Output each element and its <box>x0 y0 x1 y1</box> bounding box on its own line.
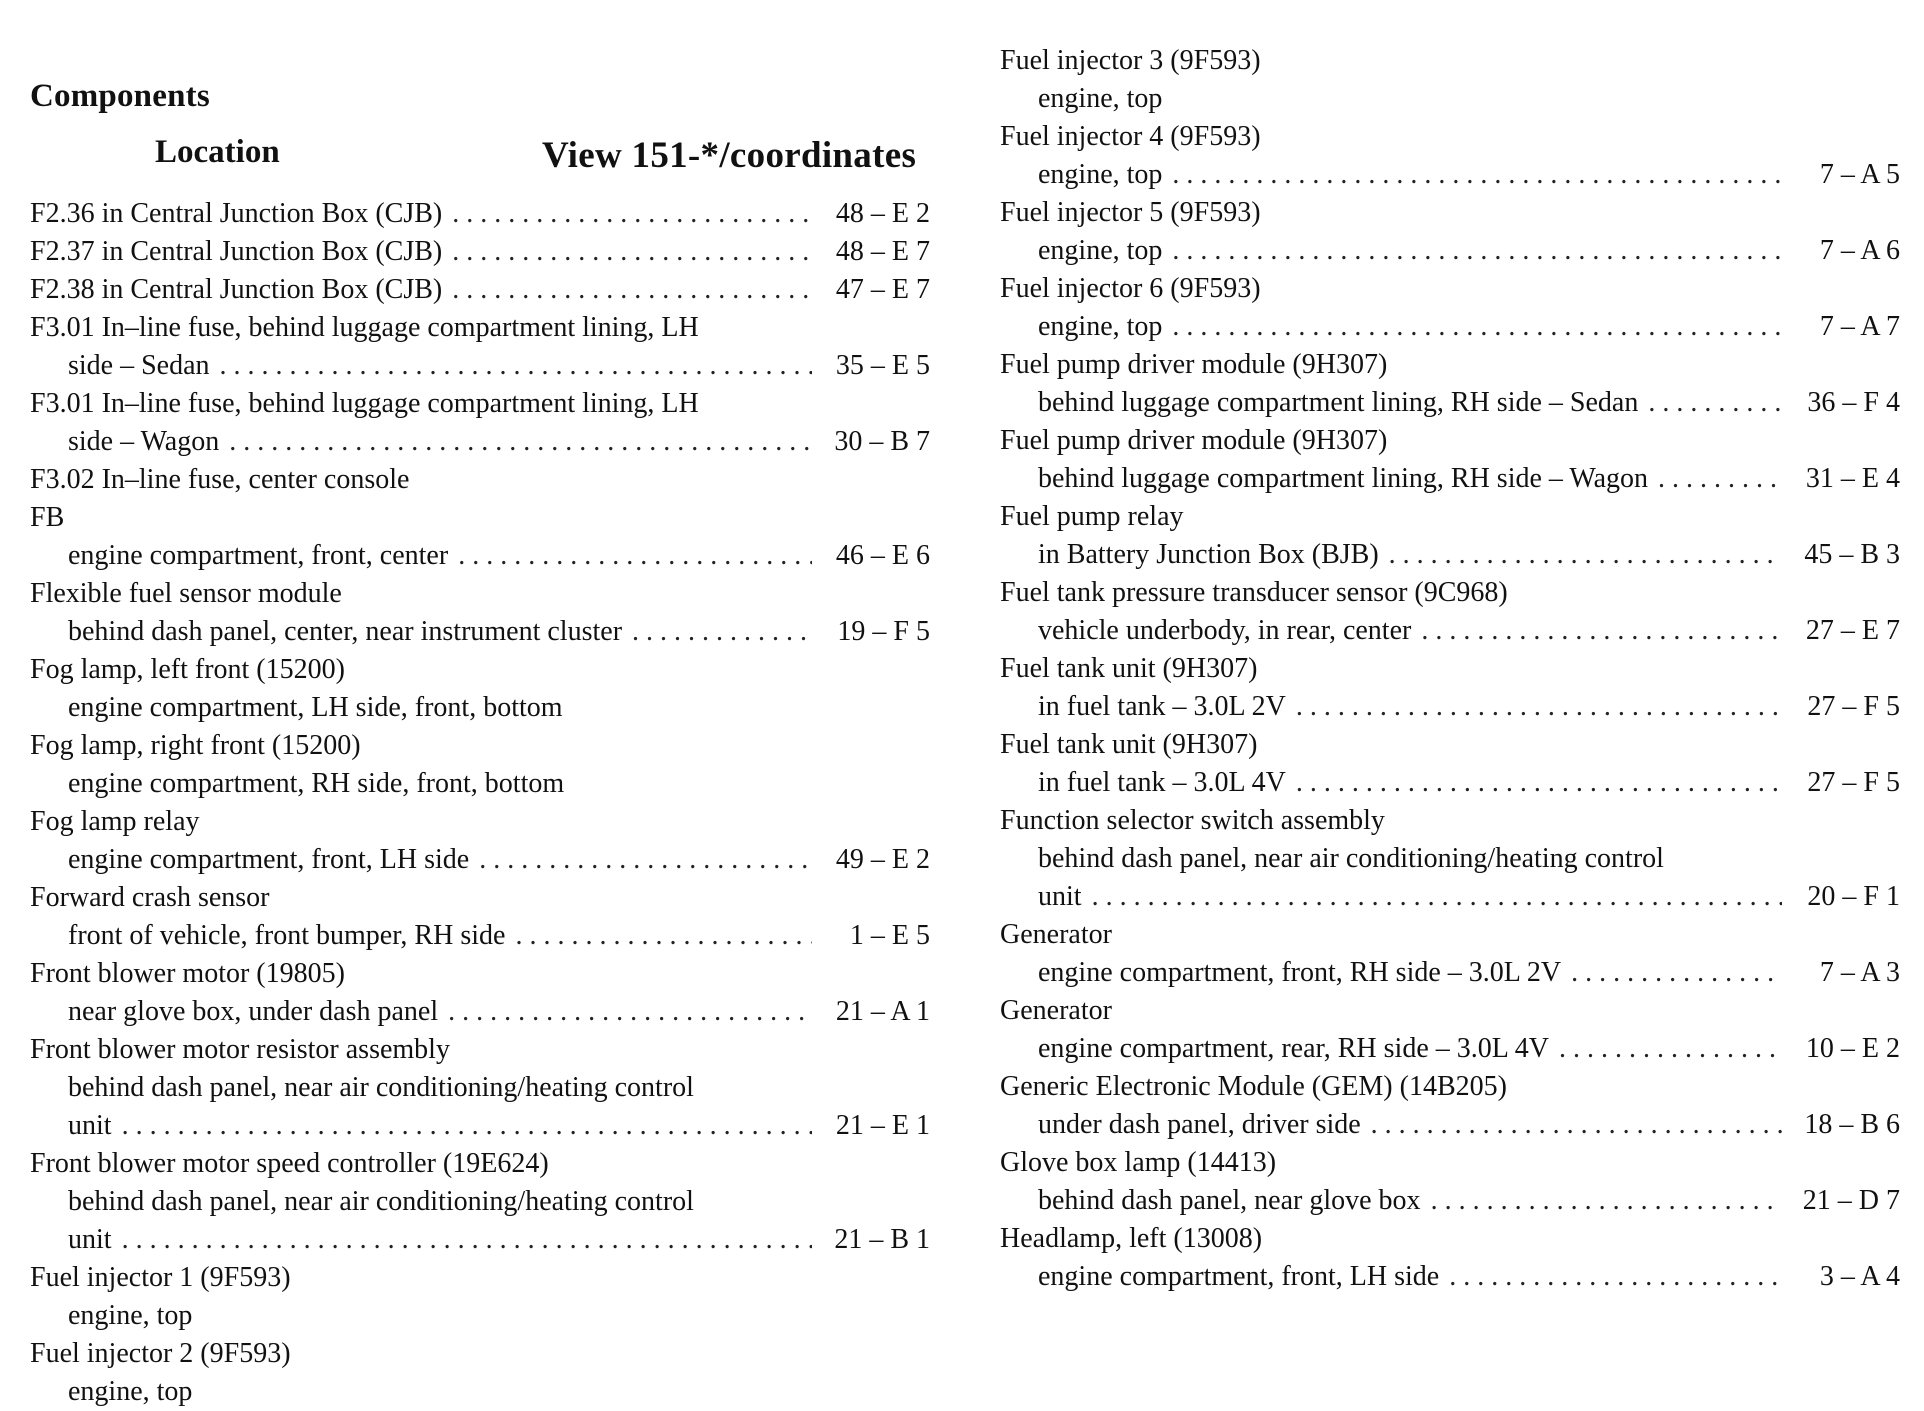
entry-location-line <box>1000 232 1902 270</box>
component-name: Fuel injector 1 (9F593) <box>30 1262 291 1293</box>
view-coordinate: 20 – F 1 <box>1807 881 1900 912</box>
entry-component-line <box>30 271 932 309</box>
location-text: in Battery Junction Box (BJB) <box>1038 539 1379 570</box>
dot-leader <box>1172 308 1782 346</box>
entry-location-line <box>1000 460 1902 498</box>
component-name: Generic Electronic Module (GEM) (14B205) <box>1000 1071 1507 1102</box>
component-name: Headlamp, left (13008) <box>1000 1223 1263 1254</box>
entry-location-line <box>1000 536 1902 574</box>
location-text: in fuel tank – 3.0L 2V <box>1038 691 1286 722</box>
location-text: in fuel tank – 3.0L 4V <box>1038 767 1286 798</box>
entry-location-line <box>30 917 932 955</box>
location-text: behind dash panel, near glove box <box>1038 1185 1421 1216</box>
entry-component-line <box>1000 118 1902 156</box>
location-text: engine compartment, LH side, front, bottom <box>68 692 563 723</box>
component-name: Front blower motor resistor assembly <box>30 1034 450 1065</box>
entry-location-line <box>30 1297 932 1335</box>
entry-component-line <box>30 803 932 841</box>
entry-location-line <box>30 841 932 879</box>
view-coordinate: 21 – E 1 <box>835 1110 930 1141</box>
component-name: F3.01 In–line fuse, behind luggage compartment lining, LH <box>30 388 699 419</box>
location-text: unit <box>68 1110 112 1141</box>
view-coordinate: 7 – A 3 <box>1819 957 1900 988</box>
component-name: Fuel injector 5 (9F593) <box>1000 197 1261 228</box>
entry-component-line <box>1000 574 1902 612</box>
entry-component-line <box>1000 1220 1902 1258</box>
view-coordinate: 7 – A 7 <box>1819 311 1900 342</box>
entry-location-line <box>1000 954 1902 992</box>
entry-component-line <box>1000 802 1902 840</box>
entry-component-line <box>30 651 932 689</box>
entry-component-line <box>1000 650 1902 688</box>
entry-location-line <box>1000 612 1902 650</box>
entry-location-line <box>30 689 932 727</box>
location-text: engine, top <box>1038 235 1163 266</box>
component-name: Fuel tank pressure transducer sensor (9C968) <box>1000 577 1508 608</box>
view-coordinate: 7 – A 6 <box>1819 235 1900 266</box>
dot-leader <box>448 993 812 1031</box>
view-coordinate: 48 – E 2 <box>835 198 930 229</box>
view-coordinate: 21 – A 1 <box>835 996 930 1027</box>
entry-component-line <box>1000 42 1902 80</box>
component-name: Generator <box>1000 919 1112 950</box>
component-name: Fuel tank unit (9H307) <box>1000 653 1258 684</box>
component-name: Flexible fuel sensor module <box>30 578 342 609</box>
entry-component-line <box>30 1145 932 1183</box>
entry-component-line <box>30 727 932 765</box>
entry-location-line <box>30 613 932 651</box>
entry-component-line <box>30 461 932 499</box>
dot-leader <box>1431 1182 1782 1220</box>
dot-leader <box>220 347 812 385</box>
entry-component-line <box>30 955 932 993</box>
component-name: Fog lamp, right front (15200) <box>30 730 361 761</box>
entry-location-line <box>1000 878 1902 916</box>
view-coordinate: 49 – E 2 <box>835 844 930 875</box>
entry-location-line <box>1000 308 1902 346</box>
entry-component-line <box>1000 726 1902 764</box>
dot-leader <box>479 841 812 879</box>
dot-leader <box>452 271 812 309</box>
dot-leader <box>1092 878 1782 916</box>
dot-leader <box>1648 384 1782 422</box>
entry-location-line <box>30 1221 932 1259</box>
component-name: F3.02 In–line fuse, center console <box>30 464 410 495</box>
view-coordinate: 7 – A 5 <box>1819 159 1900 190</box>
dot-leader <box>515 917 812 955</box>
entry-location-line <box>1000 156 1902 194</box>
entry-location-line <box>1000 1182 1902 1220</box>
dot-leader <box>1389 536 1782 574</box>
entry-location-line <box>1000 80 1902 118</box>
entry-component-line <box>1000 194 1902 232</box>
location-text: under dash panel, driver side <box>1038 1109 1361 1140</box>
view-coordinate: 35 – E 5 <box>835 350 930 381</box>
view-coordinate: 21 – D 7 <box>1802 1185 1900 1216</box>
view-coordinate: 30 – B 7 <box>834 426 930 457</box>
location-text: engine compartment, front, LH side <box>68 844 470 875</box>
dot-leader <box>1371 1106 1782 1144</box>
location-text: side – Sedan <box>68 350 210 381</box>
component-name: Front blower motor (19805) <box>30 958 345 989</box>
location-text: front of vehicle, front bumper, RH side <box>68 920 506 951</box>
location-text: engine compartment, front, RH side – 3.0L 2V <box>1038 957 1562 988</box>
dot-leader <box>1172 156 1782 194</box>
dot-leader <box>632 613 812 651</box>
view-coordinate: 46 – E 6 <box>835 540 930 571</box>
dot-leader <box>1658 460 1782 498</box>
location-text: behind dash panel, center, near instrument cluster <box>68 616 623 647</box>
view-coordinate: 19 – F 5 <box>837 616 930 647</box>
component-name: F2.36 in Central Junction Box (CJB) <box>30 198 443 229</box>
component-name: Fuel injector 3 (9F593) <box>1000 45 1261 76</box>
location-text: engine compartment, RH side, front, bottom <box>68 768 565 799</box>
view-coordinate: 3 – A 4 <box>1819 1261 1900 1292</box>
location-text: near glove box, under dash panel <box>68 996 439 1027</box>
view-coordinate: 31 – E 4 <box>1805 463 1900 494</box>
entry-component-line <box>30 1259 932 1297</box>
entry-location-line <box>1000 1258 1902 1296</box>
entry-component-line <box>30 1031 932 1069</box>
entry-location-line <box>30 1069 932 1107</box>
entry-location-line <box>30 347 932 385</box>
entry-location-line <box>1000 384 1902 422</box>
entry-location-line <box>30 1183 932 1221</box>
dot-leader <box>1571 954 1782 992</box>
entry-component-line <box>1000 992 1902 1030</box>
location-text: engine compartment, front, LH side <box>1038 1261 1440 1292</box>
component-name: Front blower motor speed controller (19E624) <box>30 1148 549 1179</box>
view-coordinate: 10 – E 2 <box>1805 1033 1900 1064</box>
view-coordinate: 27 – F 5 <box>1807 691 1900 722</box>
dot-leader <box>1421 612 1782 650</box>
entry-location-line <box>1000 688 1902 726</box>
component-name: F2.37 in Central Junction Box (CJB) <box>30 236 443 267</box>
location-text: behind dash panel, near air conditioning/heating control <box>68 1186 694 1217</box>
dot-leader <box>1449 1258 1782 1296</box>
component-name: Fuel injector 4 (9F593) <box>1000 121 1261 152</box>
entry-component-line <box>30 385 932 423</box>
component-name: Fuel injector 2 (9F593) <box>30 1338 291 1369</box>
entry-component-line <box>30 575 932 613</box>
entry-location-line <box>30 765 932 803</box>
view-coordinate: 27 – F 5 <box>1807 767 1900 798</box>
entry-component-line <box>1000 916 1902 954</box>
entry-component-line <box>30 309 932 347</box>
entry-component-line <box>1000 1144 1902 1182</box>
entry-component-line <box>1000 498 1902 536</box>
location-text: behind luggage compartment lining, RH side – Sedan <box>1038 387 1639 418</box>
entry-component-line <box>1000 270 1902 308</box>
dot-leader <box>1172 232 1782 270</box>
location-text: engine, top <box>68 1300 193 1331</box>
view-coordinate: 21 – B 1 <box>834 1224 930 1255</box>
dot-leader <box>458 537 812 575</box>
entry-location-line <box>30 1107 932 1145</box>
location-text: engine, top <box>1038 159 1163 190</box>
view-coordinate: 48 – E 7 <box>835 236 930 267</box>
component-name: Fuel pump driver module (9H307) <box>1000 349 1388 380</box>
view-column-heading: View 151-*/coordinates <box>542 135 917 176</box>
component-name: F2.38 in Central Junction Box (CJB) <box>30 274 443 305</box>
entry-component-line <box>1000 346 1902 384</box>
entry-component-line <box>1000 422 1902 460</box>
entry-location-line <box>1000 1106 1902 1144</box>
location-text: vehicle underbody, in rear, center <box>1038 615 1412 646</box>
location-text: behind dash panel, near air conditioning/heating control <box>1038 843 1664 874</box>
dot-leader <box>1296 688 1782 726</box>
entry-location-line <box>30 537 932 575</box>
location-text: engine, top <box>1038 83 1163 114</box>
component-name: Fog lamp, left front (15200) <box>30 654 345 685</box>
entry-location-line <box>1000 840 1902 878</box>
right-entry-list <box>1000 42 1902 1296</box>
dot-leader <box>452 233 812 271</box>
component-name: Forward crash sensor <box>30 882 270 913</box>
dot-leader <box>1296 764 1782 802</box>
component-name: Generator <box>1000 995 1112 1026</box>
entry-component-line <box>30 195 932 233</box>
view-coordinate: 18 – B 6 <box>1804 1109 1900 1140</box>
view-coordinate: 47 – E 7 <box>835 274 930 305</box>
component-name: Function selector switch assembly <box>1000 805 1385 836</box>
location-text: engine, top <box>68 1376 193 1407</box>
dot-leader <box>1559 1030 1782 1068</box>
location-text: engine, top <box>1038 311 1163 342</box>
dot-leader <box>122 1107 812 1145</box>
location-text: unit <box>68 1224 112 1255</box>
component-name: Fuel tank unit (9H307) <box>1000 729 1258 760</box>
location-text: side – Wagon <box>68 426 220 457</box>
entry-component-line <box>30 233 932 271</box>
entry-component-line <box>30 1335 932 1373</box>
entry-location-line <box>30 423 932 461</box>
component-name: Fuel injector 6 (9F593) <box>1000 273 1261 304</box>
component-name: Glove box lamp (14413) <box>1000 1147 1277 1178</box>
view-coordinate: 27 – E 7 <box>1805 615 1900 646</box>
left-entry-list <box>30 195 932 1411</box>
location-text: engine compartment, rear, RH side – 3.0L 4V <box>1038 1033 1550 1064</box>
component-name: F3.01 In–line fuse, behind luggage compartment lining, LH <box>30 312 699 343</box>
location-text: unit <box>1038 881 1082 912</box>
location-text: behind dash panel, near air conditioning/heating control <box>68 1072 694 1103</box>
location-text: engine compartment, front, center <box>68 540 449 571</box>
entry-component-line <box>30 879 932 917</box>
location-text: behind luggage compartment lining, RH side – Wagon <box>1038 463 1649 494</box>
entry-location-line <box>30 1373 932 1411</box>
entry-component-line <box>1000 1068 1902 1106</box>
entry-location-line <box>30 993 932 1031</box>
component-name: Fuel pump relay <box>1000 501 1184 532</box>
component-name: Fuel pump driver module (9H307) <box>1000 425 1388 456</box>
view-coordinate: 36 – F 4 <box>1807 387 1900 418</box>
components-title: Components <box>30 78 210 114</box>
view-coordinate: 1 – E 5 <box>849 920 930 951</box>
location-column-heading: Location <box>155 134 280 170</box>
component-name: Fog lamp relay <box>30 806 200 837</box>
entry-component-line <box>30 499 932 537</box>
dot-leader <box>452 195 812 233</box>
dot-leader <box>122 1221 812 1259</box>
dot-leader <box>229 423 812 461</box>
entry-location-line <box>1000 1030 1902 1068</box>
view-coordinate: 45 – B 3 <box>1804 539 1900 570</box>
component-name: FB <box>30 502 65 533</box>
entry-location-line <box>1000 764 1902 802</box>
